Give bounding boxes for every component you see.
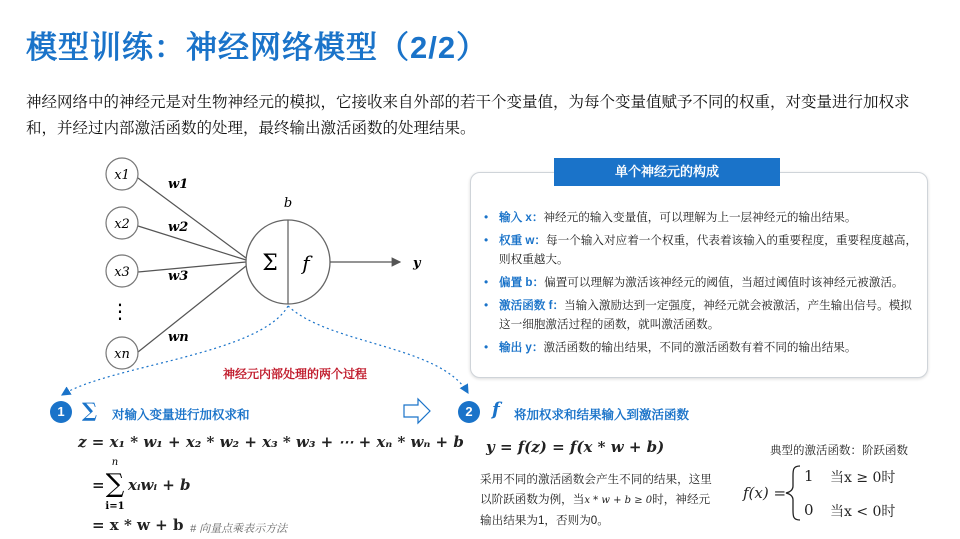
item-term: 权重 w： xyxy=(499,234,547,247)
step-function-explanation xyxy=(480,470,716,531)
weight-label-w3: w3 xyxy=(168,269,189,284)
sum-symbol: Σ xyxy=(262,251,278,276)
input-label-x3: x3 xyxy=(114,265,130,280)
activation-equation: y = f(z) = f(x * w + b) xyxy=(486,438,665,456)
summation-symbol: n xyxy=(111,457,119,468)
weighted-sum-equation: z = x₁ * w₁ + x₂ * w₂ + x₃ * w₃ + ⋯ + xₙ * wₙ + b xyxy=(78,433,464,451)
panel-title: 单个神经元的构成 xyxy=(554,158,780,186)
edge-x3 xyxy=(138,262,246,272)
vector-note: # 向量点乘表示方法 xyxy=(190,523,288,535)
output-label: y xyxy=(413,256,421,271)
step2-badge: 2 xyxy=(458,401,480,423)
item-term: 偏置 b： xyxy=(499,276,545,289)
item-text: 神经元的输入变量值，可以理解为上一层神经元的输出结果。 xyxy=(543,211,857,224)
bias-label: b xyxy=(283,196,293,211)
explanation-part-a: 采用不同的激活函数会产生不同的结果，这里以阶跃函数为例，当 xyxy=(480,473,712,506)
explanation-part-b: 时，神经元输出结果为1，否则为0。 xyxy=(480,493,711,527)
item-term: 输入 x： xyxy=(499,211,544,224)
weight-label-wn: wn xyxy=(168,330,189,345)
summation-lower: i=1 xyxy=(105,501,125,512)
list-item xyxy=(482,273,922,292)
bullet-icon: • xyxy=(484,298,489,312)
weight-label-w1: w1 xyxy=(168,177,189,192)
summation-sigma: ∑ xyxy=(105,469,125,499)
step1-badge: 1 xyxy=(50,401,72,423)
item-text: 当输入激励达到一定强度，神经元就会被激活，产生输出信号。模拟这一细胞激活过程的函数，就叫激活函数。 xyxy=(499,299,912,331)
bullet-icon: • xyxy=(484,340,489,354)
list-item xyxy=(482,231,922,269)
intro-paragraph: 神经网络中的神经元是对生物神经元的模拟，它接收来自外部的若干个变量值，为每个变量值赋予不同的权重，对变量进行加权求和，并经过内部激活函数的处理，最终输出激活函数的处理结果。 xyxy=(26,94,910,137)
bullet-icon: • xyxy=(484,233,489,247)
components-list xyxy=(482,208,922,361)
edge-xn xyxy=(138,266,246,352)
item-term: 输出 y： xyxy=(499,341,544,354)
piecewise-lhs: f(x) = xyxy=(743,484,787,502)
explanation-inline-math: x * w + b ≥ 0 xyxy=(584,495,653,506)
page-title: 模型训练：神经网络模型（2/2） xyxy=(26,30,489,65)
process-curve-left xyxy=(62,306,288,395)
weight-label-w2: w2 xyxy=(168,220,189,235)
vector-form-equation: = x * w + b xyxy=(92,516,184,534)
list-item xyxy=(482,296,922,334)
bullet-icon: • xyxy=(484,210,489,224)
case1-condition: 当x ≥ 0时 xyxy=(830,470,896,486)
case2-value: 0 xyxy=(804,501,814,519)
weighted-sum-prefix: = xyxy=(92,476,105,494)
step1-title: 对输入变量进行加权求和 xyxy=(112,408,250,422)
step1-sigma-icon: ∑ xyxy=(82,398,98,422)
list-item xyxy=(482,338,922,357)
item-text: 每一个输入对应着一个权重，代表着该输入的重要程度，重要程度越高，则权重越大。 xyxy=(499,234,918,266)
weighted-sum-compact: xᵢwᵢ + b xyxy=(128,476,191,494)
step2-title: 将加权求和结果输入到激活函数 xyxy=(514,408,690,422)
step-arrow-icon xyxy=(404,399,430,423)
bullet-icon: • xyxy=(484,275,489,289)
case2-condition: 当x < 0时 xyxy=(830,504,896,520)
input-label-xn: xn xyxy=(114,347,130,362)
item-text: 偏置可以理解为激活该神经元的阈值，当超过阈值时该神经元被激活。 xyxy=(544,276,904,289)
edge-x2 xyxy=(138,226,246,260)
list-item xyxy=(482,208,922,227)
case1-value: 1 xyxy=(804,467,814,485)
input-label-x2: x2 xyxy=(114,217,130,232)
example-function-label: 典型的激活函数：阶跃函数 xyxy=(770,445,908,457)
input-label-x1: x1 xyxy=(114,168,130,183)
activation-symbol: f xyxy=(302,251,310,275)
piecewise-brace xyxy=(786,466,800,520)
input-ellipsis: ⋮ xyxy=(110,301,130,323)
item-term: 激活函数 f： xyxy=(499,299,565,312)
item-text: 激活函数的输出结果，不同的激活函数有着不同的输出结果。 xyxy=(543,341,857,354)
step2-function-icon: f xyxy=(492,399,500,420)
edge-x1 xyxy=(138,178,246,258)
process-label: 神经元内部处理的两个过程 xyxy=(222,367,368,381)
